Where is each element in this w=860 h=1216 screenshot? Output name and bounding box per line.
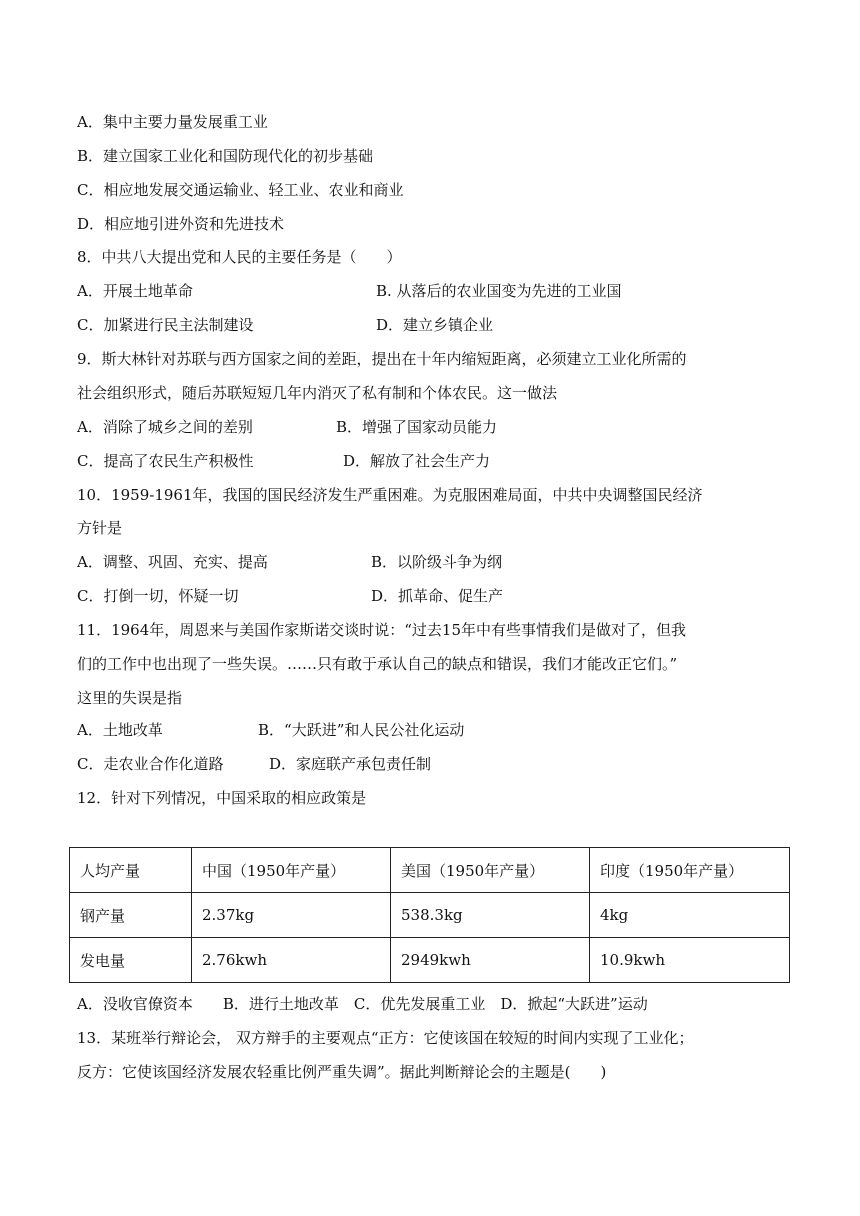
table-cell: 10.9kwh (590, 938, 790, 983)
q8-option-c: C．加紧进行民主法制建设 (77, 316, 254, 334)
q9-stem-line-2: 社会组织形式，随后苏联短短几年内消灭了私有制和个体农民。这一做法 (77, 384, 558, 402)
q13-stem-line-2: 反方：它使该国经济发展农轻重比例严重失调”。据此判断辩论会的主题是( ) (77, 1063, 607, 1081)
q10-option-c: C．打倒一切，怀疑一切 (77, 587, 239, 605)
q8-stem: 8．中共八大提出党和人民的主要任务是（ ） (77, 248, 402, 266)
production-table (69, 847, 790, 983)
table-header-cell: 美国（1950年产量） (391, 848, 590, 893)
q12-stem: 12．针对下列情况，中国采取的相应政策是 (77, 789, 367, 807)
table-cell: 538.3kg (391, 893, 590, 938)
q10-option-d: D．抓革命、促生产 (371, 587, 504, 605)
table-row (70, 893, 790, 938)
q11-stem-line-2: 们的工作中也出现了一些失误。……只有敢于承认自己的缺点和错误，我们才能改正它们。” (77, 655, 678, 673)
q9-stem-line-1: 9．斯大林针对苏联与西方国家之间的差距，提出在十年内缩短距离，必须建立工业化所需的 (77, 350, 687, 368)
table-cell: 2949kwh (391, 938, 590, 983)
q8-option-b: B. 从落后的农业国变为先进的工业国 (376, 282, 622, 300)
q11-stem-line-3: 这里的失误是指 (77, 689, 183, 707)
q10-option-a: A．调整、巩固、充实、提高 (77, 553, 268, 571)
table-header-cell: 人均产量 (70, 848, 192, 893)
q10-stem-line-1: 10．1959-1961年，我国的国民经济发生严重困难。为克服困难局面，中共中央调整国民经济 (77, 486, 703, 504)
table-header-cell: 中国（1950年产量） (192, 848, 391, 893)
q8-option-d: D．建立乡镇企业 (376, 316, 494, 334)
q10-option-b: B．以阶级斗争为纲 (371, 553, 503, 571)
q9-option-d: D．解放了社会生产力 (343, 452, 491, 470)
q11-option-d: D．家庭联产承包责任制 (269, 755, 432, 773)
q11-option-c: C．走农业合作化道路 (77, 755, 224, 773)
q11-option-a: A．土地改革 (77, 721, 163, 739)
table-header-row (70, 848, 790, 893)
q12-options: A．没收官僚资本 B．进行土地改革 C．优先发展重工业 D．掀起“大跃进”运动 (77, 995, 648, 1013)
table-cell: 钢产量 (70, 893, 192, 938)
table-cell: 2.76kwh (192, 938, 391, 983)
q10-stem-line-2: 方针是 (77, 519, 123, 537)
table-cell: 发电量 (70, 938, 192, 983)
q13-stem-line-1: 13．某班举行辩论会， 双方辩手的主要观点“正方：它使该国在较短的时间内实现了工业化； (77, 1029, 694, 1047)
q8-option-a: A．开展土地革命 (77, 282, 193, 300)
q9-option-c: C．提高了农民生产积极性 (77, 452, 254, 470)
q9-option-b: B．增强了国家动员能力 (336, 418, 498, 436)
q7-option-a: A．集中主要力量发展重工业 (77, 113, 268, 131)
q7-option-d: D．相应地引进外资和先进技术 (77, 215, 285, 233)
table-cell: 4kg (590, 893, 790, 938)
table-cell: 2.37kg (192, 893, 391, 938)
q7-option-b: B．建立国家工业化和国防现代化的初步基础 (77, 147, 374, 165)
q7-option-c: C．相应地发展交通运输业、轻工业、农业和商业 (77, 181, 404, 199)
q11-stem-line-1: 11．1964年，周恩来与美国作家斯诺交谈时说：“过去15年中有些事情我们是做对了，但我 (77, 621, 687, 639)
table-row (70, 938, 790, 983)
q9-option-a: A．消除了城乡之间的差别 (77, 418, 253, 436)
table-header-cell: 印度（1950年产量） (590, 848, 790, 893)
q11-option-b: B．“大跃进”和人民公社化运动 (258, 721, 465, 739)
